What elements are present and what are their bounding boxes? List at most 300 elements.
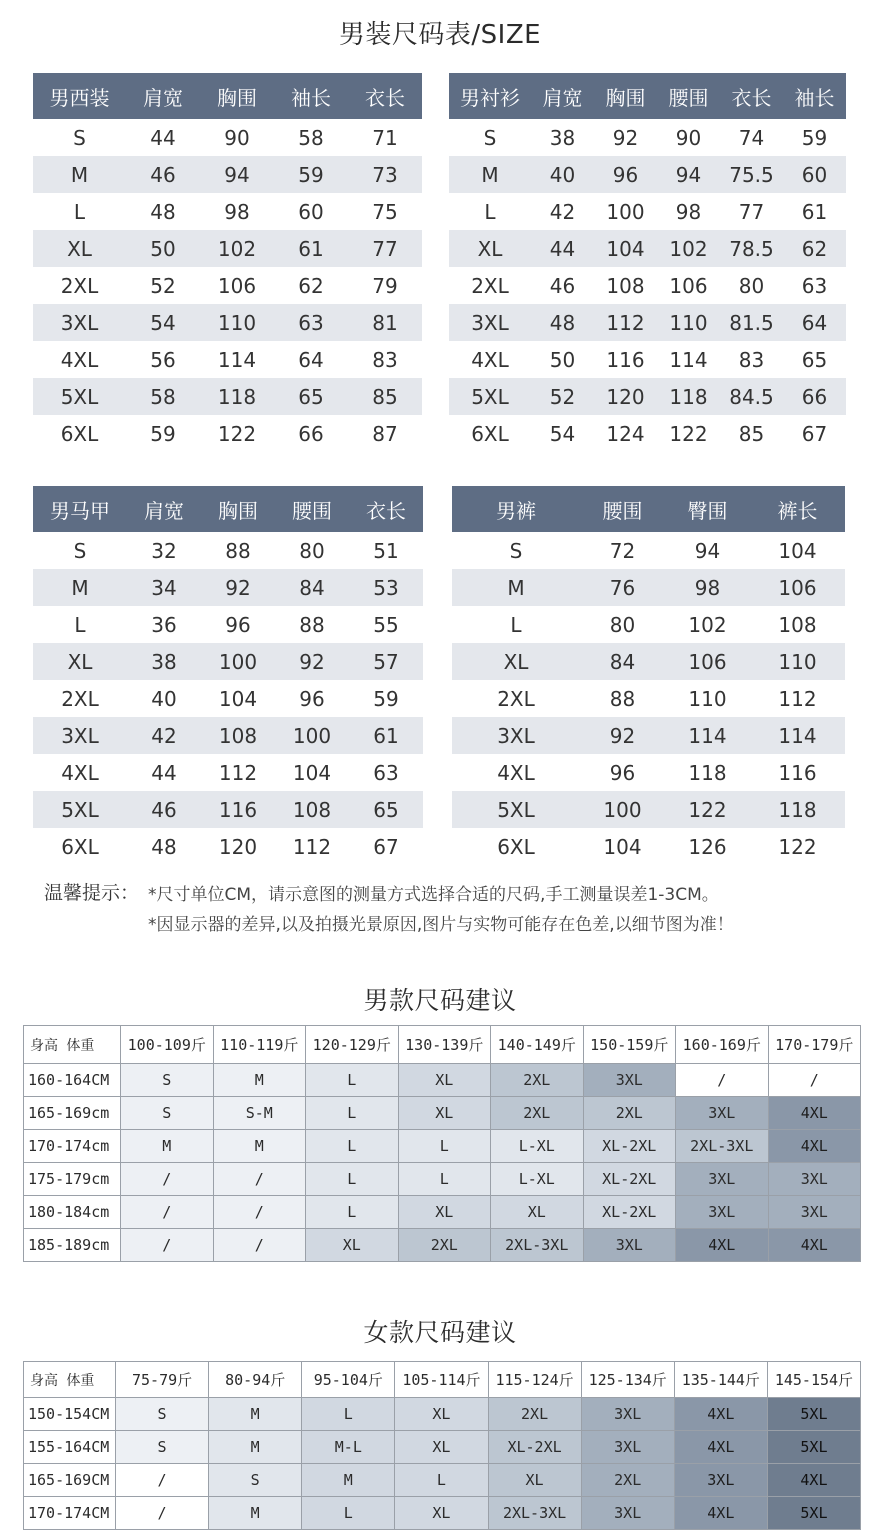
table-cell: 116	[778, 760, 817, 785]
table-cell: 92	[612, 125, 639, 150]
size-label-cell: 3XL	[33, 717, 127, 754]
table-cell: 56	[150, 347, 176, 372]
page-title: 男装尺码表/SIZE	[338, 20, 542, 50]
table-cell: 65	[349, 791, 423, 828]
table-row	[449, 119, 846, 156]
table-cell: 52	[150, 273, 176, 298]
table-cell: 83	[372, 347, 398, 372]
table-row	[452, 680, 845, 717]
table-row	[24, 1097, 861, 1130]
table-cell: 104	[292, 760, 332, 785]
weight-header: 150-159斤	[583, 1026, 676, 1064]
recommendation-cell: /	[121, 1163, 214, 1196]
recommendation-cell: 4XL	[674, 1431, 767, 1464]
size-label-cell: 5XL	[452, 791, 580, 828]
table-header: 胸围	[200, 73, 274, 119]
table-cell: 118	[657, 378, 720, 415]
size-label-cell: 6XL	[497, 834, 535, 859]
recommendation-cell: /	[213, 1163, 306, 1196]
table-cell: 98	[665, 569, 750, 606]
table-header: 袖长	[274, 73, 348, 119]
table-cell: 106	[750, 569, 845, 606]
table-cell: 74	[738, 125, 765, 150]
table-row	[452, 569, 845, 606]
table-cell: 106	[217, 273, 257, 298]
table-cell: 66	[298, 421, 324, 446]
size-label-cell: 5XL	[33, 378, 126, 415]
recommendation-cell: XL	[395, 1497, 488, 1530]
table-cell: 102	[657, 230, 720, 267]
weight-header: 80-94斤	[209, 1362, 302, 1398]
height-header: 170-174CM	[24, 1497, 116, 1530]
table-cell: 77	[738, 199, 765, 224]
recommendation-cell: 3XL	[676, 1163, 769, 1196]
table-cell: 46	[549, 273, 576, 298]
recommendation-cell: S	[116, 1398, 209, 1431]
table-cell: 124	[606, 421, 645, 446]
table-cell: 88	[299, 612, 325, 637]
table-header-row	[452, 486, 845, 532]
table-header-row	[33, 73, 422, 119]
table-row	[24, 1196, 861, 1229]
table-cell: 36	[151, 612, 177, 637]
recommendation-cell: XL-2XL	[583, 1163, 676, 1196]
recommendation-cell: 2XL-3XL	[488, 1497, 581, 1530]
table-cell: 98	[224, 199, 250, 224]
table-cell: 116	[606, 347, 645, 372]
recommendation-cell: 5XL	[767, 1497, 860, 1530]
table-cell: 112	[292, 834, 332, 859]
table-cell: 120	[594, 378, 657, 415]
table-cell: 60	[298, 199, 324, 224]
table-row	[452, 532, 845, 569]
table-cell: 122	[778, 834, 817, 859]
size-label-cell: 6XL	[61, 834, 99, 859]
recommendation-cell: /	[121, 1229, 214, 1262]
table-row	[33, 415, 422, 452]
recommendation-cell: L	[306, 1130, 399, 1163]
table-cell: 102	[688, 612, 727, 637]
table-cell: 61	[349, 717, 423, 754]
size-label-cell: L	[73, 199, 86, 224]
table-cell: 64	[298, 347, 324, 372]
table-cell: 112	[218, 760, 258, 785]
table-cell: 48	[150, 199, 176, 224]
size-label-cell: 2XL	[497, 686, 535, 711]
table-cell: 126	[688, 834, 727, 859]
table-cell: 78.5	[720, 230, 783, 267]
table-cell: 40	[151, 686, 177, 711]
recommendation-cell: L	[395, 1464, 488, 1497]
recommendation-cell: 2XL-3XL	[491, 1229, 584, 1262]
table-header: 衣长	[348, 73, 422, 119]
size-label-cell: M	[33, 569, 127, 606]
table-cell: 108	[201, 717, 275, 754]
recommendation-cell: S	[121, 1064, 214, 1097]
table-row	[33, 304, 422, 341]
table-cell: 122	[665, 791, 750, 828]
size-label-cell: 2XL	[61, 686, 99, 711]
table-cell: 71	[372, 125, 398, 150]
weight-header: 120-129斤	[306, 1026, 399, 1064]
recommendation-cell: XL	[306, 1229, 399, 1262]
size-label-cell: S	[73, 538, 87, 563]
table-cell: 63	[801, 273, 828, 298]
size-label-cell: 4XL	[60, 347, 99, 372]
table-header-row	[33, 486, 423, 532]
table-header: 肩宽	[126, 73, 200, 119]
table-cell: 38	[127, 643, 201, 680]
size-label-cell: 4XL	[471, 347, 509, 372]
table-header: 肩宽	[531, 73, 594, 119]
corner-header: 身高 体重	[24, 1026, 121, 1064]
table-cell: 46	[126, 156, 200, 193]
table-row	[33, 230, 422, 267]
weight-header: 75-79斤	[116, 1362, 209, 1398]
table-cell: 104	[778, 538, 817, 563]
table-row	[33, 193, 422, 230]
table-row	[452, 754, 845, 791]
recommendation-cell: S	[116, 1431, 209, 1464]
table-row	[452, 791, 845, 828]
recommendation-cell: 3XL	[768, 1163, 861, 1196]
recommendation-cell: L	[398, 1130, 491, 1163]
height-header: 155-164CM	[24, 1431, 116, 1464]
table-cell: 59	[373, 686, 399, 711]
table-cell: 98	[675, 199, 702, 224]
size-label-cell: L	[74, 612, 86, 637]
recommendation-cell: L	[306, 1163, 399, 1196]
recommendation-cell: XL	[398, 1064, 491, 1097]
table-cell: 100	[606, 199, 645, 224]
recommendation-cell: /	[121, 1196, 214, 1229]
size-label-cell: 5XL	[33, 791, 127, 828]
table-cell: 114	[669, 347, 708, 372]
weight-header: 140-149斤	[491, 1026, 584, 1064]
table-header: 裤长	[750, 486, 845, 532]
table-row	[33, 643, 423, 680]
recommendation-cell: /	[768, 1064, 861, 1097]
size-label-cell: XL	[452, 643, 580, 680]
women-size-recommendation-table	[23, 1361, 861, 1530]
table-header: 衣长	[720, 73, 783, 119]
table-cell: 106	[669, 273, 708, 298]
recommendation-cell: 2XL	[491, 1064, 584, 1097]
recommendation-cell: 2XL	[488, 1398, 581, 1431]
size-label-cell: 4XL	[61, 760, 99, 785]
size-label-cell: 2XL	[471, 273, 509, 298]
table-cell: 61	[274, 230, 348, 267]
table-cell: 75.5	[720, 156, 783, 193]
table-header: 胸围	[201, 486, 275, 532]
table-header-row	[24, 1362, 861, 1398]
table-cell: 44	[531, 230, 594, 267]
table-cell: 100	[275, 717, 349, 754]
recommendation-cell: L	[306, 1196, 399, 1229]
weight-header: 115-124斤	[488, 1362, 581, 1398]
table-row	[449, 304, 846, 341]
height-header: 175-179cm	[24, 1163, 121, 1196]
table-cell: 102	[200, 230, 274, 267]
corner-header: 身高 体重	[24, 1362, 116, 1398]
size-label-cell: 2XL	[60, 273, 99, 298]
tips-line-2: *因显示器的差异,以及拍摄光景原因,图片与实物可能存在色差,以细节图为准！	[148, 915, 734, 935]
recommendation-cell: M	[213, 1130, 306, 1163]
table-header: 腰围	[580, 486, 665, 532]
shirt-size-table	[449, 73, 846, 452]
recommendation-cell: 5XL	[767, 1431, 860, 1464]
recommendation-cell: M-L	[302, 1431, 395, 1464]
table-row	[33, 606, 423, 643]
size-label-cell: M	[452, 569, 580, 606]
height-header: 160-164CM	[24, 1064, 121, 1097]
table-row	[449, 378, 846, 415]
recommendation-cell: M	[213, 1064, 306, 1097]
table-cell: 90	[224, 125, 250, 150]
table-cell: 59	[274, 156, 348, 193]
table-header-row	[449, 73, 846, 119]
table-cell: 120	[218, 834, 258, 859]
table-cell: 112	[778, 686, 817, 711]
height-header: 170-174cm	[24, 1130, 121, 1163]
recommendation-cell: XL	[488, 1464, 581, 1497]
table-cell: 59	[150, 421, 176, 446]
table-row	[33, 119, 422, 156]
table-cell: 110	[688, 686, 727, 711]
table-cell: 83	[738, 347, 765, 372]
recommendation-cell: L	[302, 1398, 395, 1431]
size-label-cell: M	[33, 156, 126, 193]
table-cell: 65	[274, 378, 348, 415]
table-cell: 81.5	[720, 304, 783, 341]
table-cell: 100	[580, 791, 665, 828]
table-cell: 90	[675, 125, 702, 150]
recommendation-cell: XL	[398, 1097, 491, 1130]
table-cell: 108	[778, 612, 817, 637]
table-cell: 118	[200, 378, 274, 415]
recommendation-cell: XL-2XL	[583, 1196, 676, 1229]
size-label-cell: L	[510, 612, 522, 637]
size-label-cell: M	[449, 156, 531, 193]
table-cell: 50	[549, 347, 576, 372]
tips	[44, 878, 734, 935]
weight-header: 160-169斤	[676, 1026, 769, 1064]
table-cell: 104	[218, 686, 258, 711]
table-cell: 104	[594, 230, 657, 267]
table-row	[449, 267, 846, 304]
tips-line-1: *尺寸单位CM，请示意图的测量方式选择合适的尺码,手工测量误差1-3CM。	[148, 885, 719, 905]
size-label-cell: 6XL	[60, 421, 99, 446]
table-header-row	[24, 1026, 861, 1064]
recommendation-cell: 2XL	[581, 1464, 674, 1497]
recommendation-cell: XL	[398, 1196, 491, 1229]
table-cell: 42	[549, 199, 576, 224]
recommendation-cell: 2XL-3XL	[676, 1130, 769, 1163]
recommendation-cell: 3XL	[676, 1196, 769, 1229]
table-cell: 72	[609, 538, 636, 563]
table-cell: 118	[688, 760, 727, 785]
table-header: 男裤	[452, 486, 580, 532]
table-row	[452, 643, 845, 680]
table-row	[452, 717, 845, 754]
table-cell: 52	[531, 378, 594, 415]
recommendation-cell: 3XL	[676, 1097, 769, 1130]
recommendation-cell: M	[209, 1398, 302, 1431]
pants-size-table	[452, 486, 845, 865]
table-cell: 92	[275, 643, 349, 680]
recommendation-cell: /	[676, 1064, 769, 1097]
table-cell: 96	[594, 156, 657, 193]
men-recommendation-title: 男款尺码建议	[363, 986, 517, 1015]
table-cell: 38	[549, 125, 576, 150]
table-row	[452, 828, 845, 865]
weight-header: 110-119斤	[213, 1026, 306, 1064]
table-cell: 108	[275, 791, 349, 828]
size-label-cell: S	[509, 538, 523, 563]
table-cell: 108	[606, 273, 645, 298]
table-cell: 62	[298, 273, 324, 298]
table-header: 男衬衫	[449, 73, 531, 119]
size-label-cell: L	[484, 199, 496, 224]
recommendation-cell: XL	[395, 1431, 488, 1464]
table-row	[33, 341, 422, 378]
table-row	[24, 1229, 861, 1262]
size-label-cell: 6XL	[471, 421, 509, 446]
recommendation-cell: XL-2XL	[583, 1130, 676, 1163]
table-cell: 73	[348, 156, 422, 193]
table-cell: 94	[200, 156, 274, 193]
table-cell: 75	[372, 199, 398, 224]
recommendation-cell: 3XL	[583, 1229, 676, 1262]
table-cell: 48	[151, 834, 177, 859]
table-cell: 94	[694, 538, 721, 563]
table-cell: 64	[783, 304, 846, 341]
size-label-cell: 3XL	[33, 304, 126, 341]
table-cell: 84	[580, 643, 665, 680]
recommendation-cell: 3XL	[674, 1464, 767, 1497]
table-cell: 85	[348, 378, 422, 415]
table-cell: 106	[665, 643, 750, 680]
recommendation-cell: XL	[395, 1398, 488, 1431]
size-label-cell: 5XL	[449, 378, 531, 415]
table-cell: 88	[609, 686, 636, 711]
table-row	[24, 1064, 861, 1097]
recommendation-cell: 2XL	[491, 1097, 584, 1130]
recommendation-cell: 4XL	[674, 1398, 767, 1431]
table-cell: 96	[609, 760, 636, 785]
table-row	[24, 1398, 861, 1431]
table-row	[24, 1464, 861, 1497]
weight-header: 145-154斤	[767, 1362, 860, 1398]
table-cell: 40	[531, 156, 594, 193]
table-cell: 44	[151, 760, 177, 785]
table-row	[33, 156, 422, 193]
height-header: 165-169CM	[24, 1464, 116, 1497]
size-label-cell: 4XL	[497, 760, 535, 785]
table-cell: 53	[349, 569, 423, 606]
table-cell: 42	[127, 717, 201, 754]
table-cell: 50	[126, 230, 200, 267]
size-label-cell: XL	[33, 230, 126, 267]
table-header: 胸围	[594, 73, 657, 119]
table-cell: 62	[783, 230, 846, 267]
recommendation-cell: 3XL	[581, 1398, 674, 1431]
height-header: 180-184cm	[24, 1196, 121, 1229]
men-size-recommendation-table	[23, 1025, 861, 1262]
table-cell: 92	[580, 717, 665, 754]
height-header: 150-154CM	[24, 1398, 116, 1431]
table-cell: 46	[127, 791, 201, 828]
table-row	[449, 415, 846, 452]
table-cell: 81	[348, 304, 422, 341]
recommendation-cell: 5XL	[767, 1398, 860, 1431]
vest-size-table	[33, 486, 423, 865]
size-label-cell: XL	[449, 230, 531, 267]
recommendation-cell: S	[121, 1097, 214, 1130]
table-cell: 44	[150, 125, 176, 150]
table-cell: 48	[531, 304, 594, 341]
recommendation-cell: M	[209, 1497, 302, 1530]
table-row	[33, 532, 423, 569]
table-row	[33, 680, 423, 717]
table-cell: 66	[783, 378, 846, 415]
recommendation-cell: S	[209, 1464, 302, 1497]
table-cell: 58	[298, 125, 324, 150]
recommendation-cell: L-XL	[491, 1163, 584, 1196]
recommendation-cell: /	[213, 1229, 306, 1262]
table-cell: 96	[225, 612, 251, 637]
table-cell: 80	[738, 273, 765, 298]
table-cell: 61	[801, 199, 828, 224]
table-header: 男西装	[33, 73, 126, 119]
weight-header: 125-134斤	[581, 1362, 674, 1398]
table-cell: 67	[373, 834, 399, 859]
table-header: 衣长	[349, 486, 423, 532]
table-row	[449, 230, 846, 267]
table-cell: 79	[372, 273, 398, 298]
recommendation-cell: L-XL	[491, 1130, 584, 1163]
table-cell: 110	[750, 643, 845, 680]
table-row	[33, 569, 423, 606]
recommendation-cell: 2XL	[398, 1229, 491, 1262]
table-cell: 122	[217, 421, 257, 446]
recommendation-cell: M	[209, 1431, 302, 1464]
table-cell: 63	[373, 760, 399, 785]
table-row	[24, 1431, 861, 1464]
table-cell: 100	[201, 643, 275, 680]
recommendation-cell: 4XL	[768, 1097, 861, 1130]
table-cell: 32	[151, 538, 177, 563]
table-cell: 63	[274, 304, 348, 341]
table-cell: 51	[373, 538, 399, 563]
table-cell: 85	[738, 421, 765, 446]
height-header: 185-189cm	[24, 1229, 121, 1262]
table-cell: 118	[750, 791, 845, 828]
table-row	[24, 1130, 861, 1163]
table-row	[24, 1163, 861, 1196]
recommendation-cell: 4XL	[768, 1229, 861, 1262]
tips-lead: 温馨提示：	[44, 882, 140, 904]
recommendation-cell: 4XL	[676, 1229, 769, 1262]
table-cell: 87	[372, 421, 398, 446]
table-cell: 80	[299, 538, 325, 563]
table-cell: 110	[657, 304, 720, 341]
table-row	[33, 791, 423, 828]
weight-header: 130-139斤	[398, 1026, 491, 1064]
table-cell: 34	[127, 569, 201, 606]
table-row	[33, 717, 423, 754]
recommendation-cell: S-M	[213, 1097, 306, 1130]
